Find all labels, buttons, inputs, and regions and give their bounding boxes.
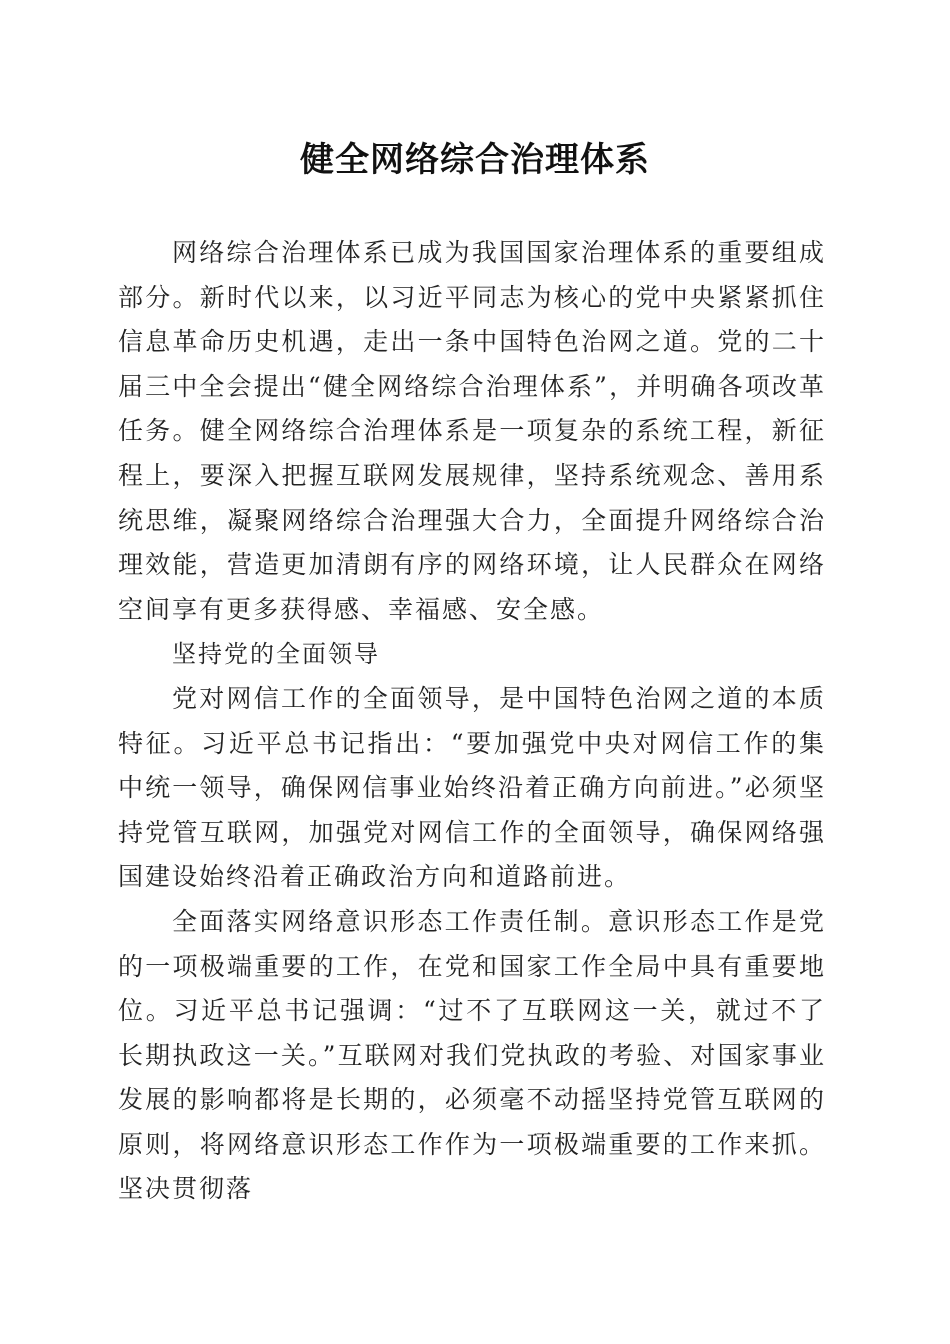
paragraph-ideology: 全面落实网络意识形态工作责任制。意识形态工作是党的一项极端重要的工作，在党和国家工作全局中具有重要地位。习近平总书记强调：“过不了互联网这一关，就过不了长期执政这一关。”互联网对我们党执政的考验、对国家事业发展的影响都将是长期的，必须毫不动摇坚持党管互联网的原则，将网络意识形态工作作为一项极端重要的工作来抓。坚决贯彻落 xyxy=(118,906,826,1204)
section-heading: 坚持党的全面领导 xyxy=(172,640,380,669)
paragraph-intro: 网络综合治理体系已成为我国国家治理体系的重要组成部分。新时代以来，以习近平同志为核心的党中央紧紧抓住信息革命历史机遇，走出一条中国特色治网之道。党的二十届三中全会提出“健全网络综合治理体系”，并明确各项改革任务。健全网络综合治理体系是一项复杂的系统工程，新征程上，要深入把握互联网发展规律，坚持系统观念、善用系统思维，凝聚网络综合治理强大合力，全面提升网络综合治理效能，营造更加清朗有序的网络环境，让人民群众在网络空间享有更多获得感、幸福感、安全感。 xyxy=(118,238,826,624)
paragraph-leadership: 党对网信工作的全面领导，是中国特色治网之道的本质特征。习近平总书记指出：“要加强党中央对网信工作的集中统一领导，确保网信事业始终沿着正确方向前进。”必须坚持党管互联网，加强党对网信工作的全面领导，确保网络强国建设始终沿着正确政治方向和道路前进。 xyxy=(118,683,826,892)
document-title: 健全网络综合治理体系 xyxy=(300,140,650,180)
document-body xyxy=(118,231,826,1212)
